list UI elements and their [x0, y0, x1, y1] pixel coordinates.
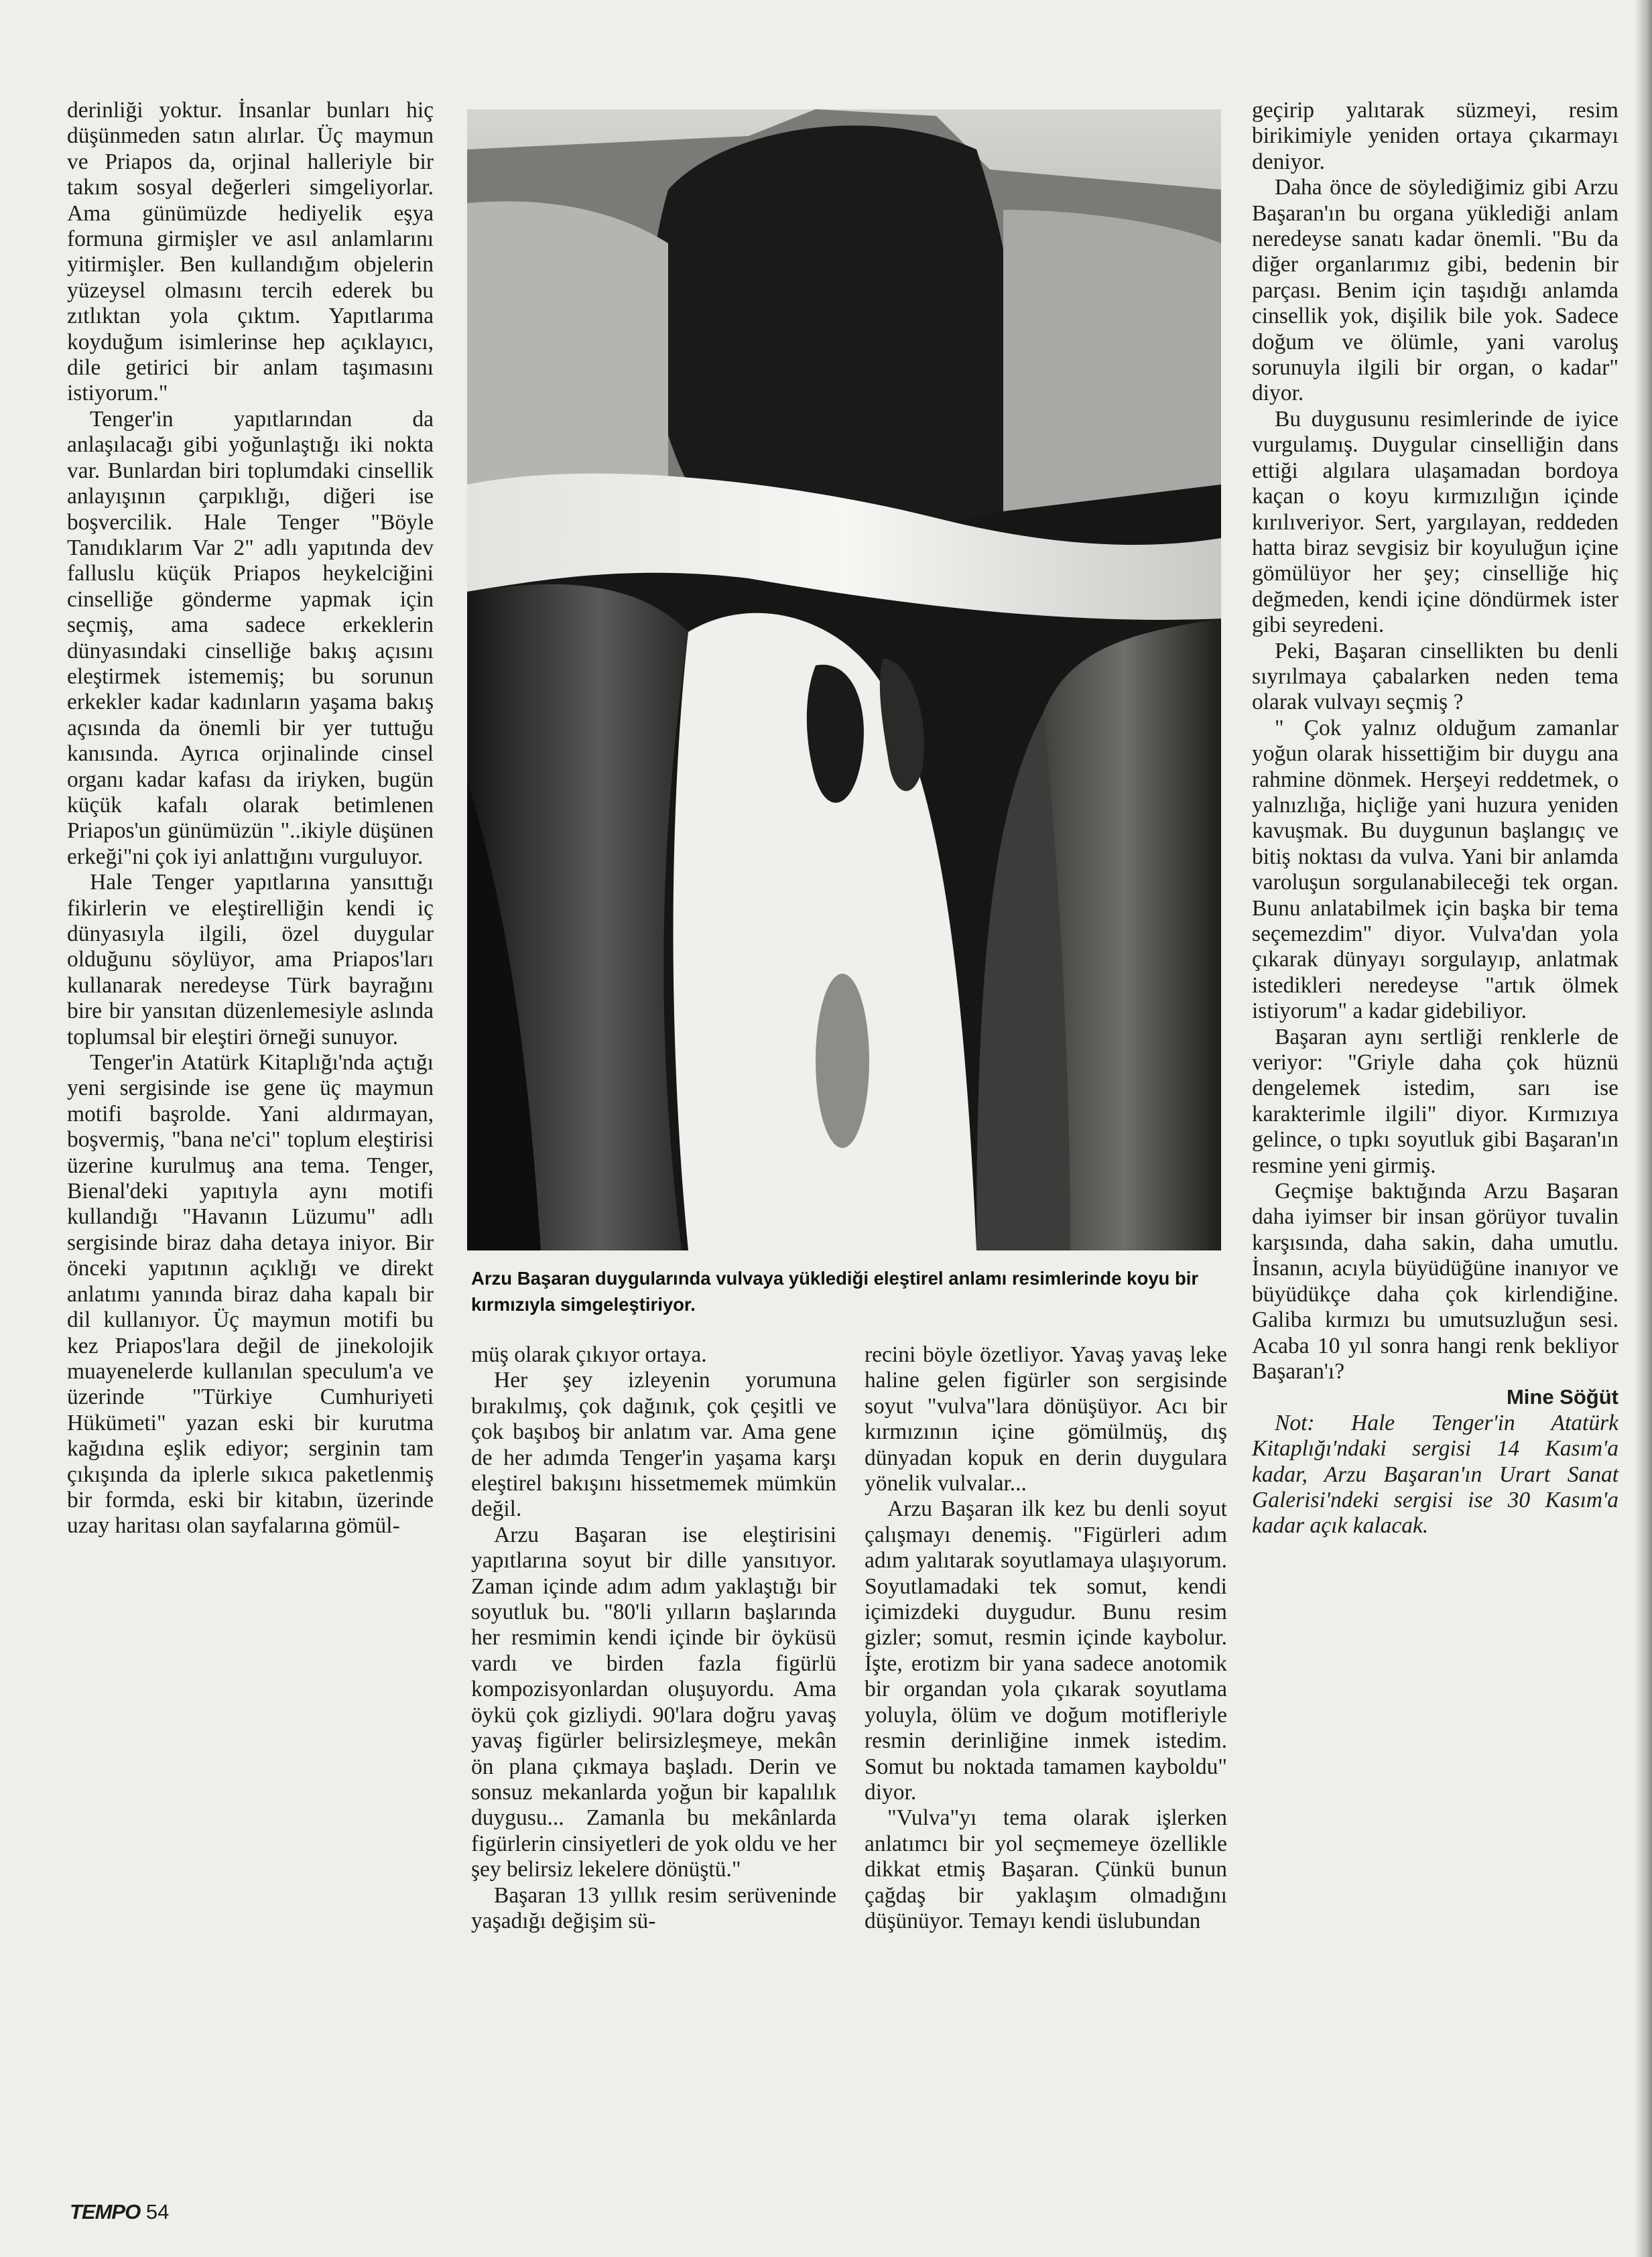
- paragraph: Başaran aynı sertliği renklerle de veriyor: "Griyle daha çok hüznü dengelemek istedim, sarı ise karakterimle ilgili" diyor. Kırmızıya gelince, o tıpkı soyutluk gibi Başaran'ın resmine yeni girmiş.: [1252, 1024, 1618, 1178]
- magazine-logo: TEMPO: [70, 2200, 141, 2223]
- page-footer: [70, 2200, 169, 2224]
- paragraph: "Vulva"yı tema olarak işlerken anlatımcı bir yol seçmemeye özellikle dikkat etmiş Başaran. Çünkü bunun çağdaş bir yaklaşım olmadığını düşünüyor. Temayı kendi üslubundan: [865, 1805, 1227, 1933]
- paragraph: recini böyle özetliyor. Yavaş yavaş leke haline gelen figürler son sergisinde soyut "vulva"lara dönüşüyor. Acı bir kırmızının içine gömülmüş, dış dünyadan kopuk en derin duygulara yönelik vulvalar...: [865, 1342, 1227, 1496]
- paragraph: geçirip yalıtarak süzmeyi, resim birikimiyle yeniden ortaya çıkarmayı deniyor.: [1252, 98, 1618, 174]
- paragraph: derinliği yoktur. İnsanlar bunları hiç düşünmeden satın alırlar. Üç maymun ve Priapos da, orjinal halleriyle bir takım sosyal değerleri simgeliyorlar. Ama günümüzde hediyelik eşya formuna girmişler ve asıl anlamlarını yitirmişler. Ben kullandığım objelerin yüzeysel olmasını tercih ederek bu zıtlıktan yola çıktım. Yapıtlarıma koyduğum isimlerinse hep açıklayıcı, dile getirici bir anlam taşımasını istiyorum.": [67, 98, 434, 406]
- article-column-2: [471, 1342, 836, 1934]
- paragraph: Hale Tenger yapıtlarına yansıttığı fikirlerin ve eleştirelliğin kendi iç dünyasıyla ilgili, özel duygular olduğunu söylüyor, ama Priapos'ları kullanarak neredeyse Türk bayrağını bire bir yansıtan düzenlemesiyle aslında toplumsal bir eleştiri örneği sunuyor.: [67, 870, 434, 1049]
- paragraph: Arzu Başaran ilk kez bu denli soyut çalışmayı denemiş. "Figürleri adım adım yalıtarak soyutlamaya ulaşıyorum. Soyutlamadaki tek somut, kendi içimizdeki duygudur. Bunu resim gizler; somut, resmin içinde kaybolur. İşte, erotizm bir yana sadece anotomik bir organdan yola çıkarak soyutlama yoluyla, ölüm ve doğum motifleriyle resmin derinliğine inmek istedim. Somut bu noktada tamamen kayboldu" diyor.: [865, 1496, 1227, 1805]
- article-column-3: [865, 1342, 1227, 1934]
- paragraph: Geçmişe baktığında Arzu Başaran daha iyimser bir insan görüyor tuvalin karşısında, daha sakin, daha umutlu. İnsanın, acıyla büyüdüğüne inanıyor ve büyüdükçe daha çok kirlendiğine. Galiba kırmızı bu umutsuzluğun sesi. Acaba 10 yıl sonra hangi renk bekliyor Başaran'ı?: [1252, 1179, 1618, 1384]
- paragraph: Arzu Başaran ise eleştirisini yapıtlarına soyut bir dille yansıtıyor. Zaman içinde adım adım yaklaştığı bir soyutluk bu. "80'li yılların başlarında her resmimin kendi içinde bir öyküsü vardı ve birden fazla figürlü kompozisyonlardan oluşuyordu. Ama öykü çok gizliydi. 90'lara doğru yavaş yavaş figürler belirsizleşmeye, mekân ön plana çıkmaya başladı. Derin ve sonsuz mekanlarda yoğun bir kapalılık duygusu... Zamanla bu mekânlarda figürlerin cinsiyetleri de yok oldu ve her şey belirsiz lekelere dönüştü.": [471, 1522, 836, 1882]
- paragraph: Peki, Başaran cinsellikten bu denli sıyrılmaya çabalarken neden tema olarak vulvayı seçmiş ?: [1252, 638, 1618, 715]
- scan-edge-shadow: [1635, 0, 1652, 2257]
- paragraph: Tenger'in yapıtlarından da anlaşılacağı gibi yoğunlaştığı iki nokta var. Bunlardan biri toplumdaki cinsellik anlayışının çarpıklığı, diğeri ise boşvercilik. Hale Tenger "Böyle Tanıdıklarım Var 2" adlı yapıtında dev falluslu küçük Priapos heykelciğini cinselliğe gönderme yapmak için seçmiş, ama sadece erkeklerin dünyasındaki cinselliğe bakış açısını eleştirmek istememiş; bu sorunun erkekler kadar kadınların yaşama bakış açısında da önemli bir yer tuttuğu kanısında. Ayrıca orjinalinde cinsel organı kadar kafası da iriyken, bugün küçük kafalı olarak betimlenen Priapos'un günümüzün "..ikiyle düşünen erkeği"ni çok iyi anlattığını vurguluyor.: [67, 406, 434, 869]
- article-column-1: [67, 98, 434, 1539]
- paragraph: Başaran 13 yıllık resim serüveninde yaşadığı değişim sü-: [471, 1882, 836, 1933]
- paragraph: " Çok yalnız olduğum zamanlar yoğun olarak hissettiğim bir duygu ana rahmine dönmek. Herşeyi reddetmek, o yalnızlığa, hiçliğe yani huzura yeniden kavuşmak. Bu duygunun başlangıç ve bitiş noktası da vulva. Yani bir anlamda varoluşun sorgulanabileceği tek organ. Bunu anlatabilmek için başka bir tema seçemezdim" diyor. Vulva'dan yola çıkarak dünyayı sorgulayıp, anlatmak istedikleri neredeyse "artık ölmek istiyorum" a kadar gidebiliyor.: [1252, 715, 1618, 1024]
- exhibition-note: Not: Hale Tenger'in Atatürk Kitaplığı'ndaki sergisi 14 Kasım'a kadar, Arzu Başaran'ın Urart Sanat Galerisi'ndeki sergisi ise 30 Kasım'a kadar açık kalacak.: [1252, 1410, 1618, 1539]
- artwork-photo: [467, 109, 1221, 1250]
- paragraph: Tenger'in Atatürk Kitaplığı'nda açtığı yeni sergisinde ise gene üç maymun motifi başrolde. Yani aldırmayan, boşvermiş, "bana ne'ci" toplum eleştirisi üzerine kurulmuş ana tema. Tenger, Bienal'deki yapıtıyla aynı motifi kullandığı "Havanın Lüzumu" adlı sergisinde biraz daha detaya iniyor. Bir önceki yapıtının açıklığı ve direkt anlatımı yanında biraz daha kapalı bir dil kullanıyor. Üç maymun motifi bu kez Priapos'lara değil de jinekolojik muayenelerde kullanılan speculum'a ve üzerinde "Türkiye Cumhuriyeti Hükümeti" yazan eski bir kurutma kağıdına eşlik ediyor; serginin tam çıkışında da iplerle sıkıca paketlenmiş bir formda, eski bir kitabın, üzerinde uzay haritası olan sayfalarına gömül-: [67, 1050, 434, 1539]
- paragraph: Her şey izleyenin yorumuna bırakılmış, çok dağınık, çok çeşitli ve çok başıboş bir anlatım var. Ama gene de her adımda Tenger'in yaşama karşı eleştirel bakışını hissetmemek mümkün değil.: [471, 1368, 836, 1522]
- paragraph: Daha önce de söylediğimiz gibi Arzu Başaran'ın bu organa yüklediği anlam neredeyse sanatı kadar önemli. "Bu da diğer organlarımız gibi, bedenin bir parçası. Benim için taşıdığı anlamda cinsellik yok, dişilik bile yok. Sadece doğum ve ölümle, yani varoluş sorunuyla ilgili bir organ, o kadar" diyor.: [1252, 175, 1618, 406]
- page-number: 54: [145, 2200, 170, 2223]
- paragraph: müş olarak çıkıyor ortaya.: [471, 1342, 707, 1367]
- abstract-painting: [467, 109, 1221, 1250]
- photo-caption: Arzu Başaran duygularında vulvaya yüklediği eleştirel anlamı resimlerinde koyu bir kırmızıyla simgeleştiriyor.: [471, 1268, 1199, 1315]
- author-signature: Mine Söğüt: [1506, 1385, 1618, 1409]
- article-column-4: [1252, 98, 1618, 1539]
- paragraph: Bu duygusunu resimlerinde de iyice vurgulamış. Duygular cinselliğin dans ettiği algılara ulaşamadan bordoya kaçan o koyu kırmızılığın içinde kırılıveriyor. Sert, yargılayan, reddeden hatta biraz sevgisiz bir koyuluğun içine gömülüyor her şey; cinselliğe hiç değmeden, kendi içine döndürmek ister gibi seyredeni.: [1252, 406, 1618, 638]
